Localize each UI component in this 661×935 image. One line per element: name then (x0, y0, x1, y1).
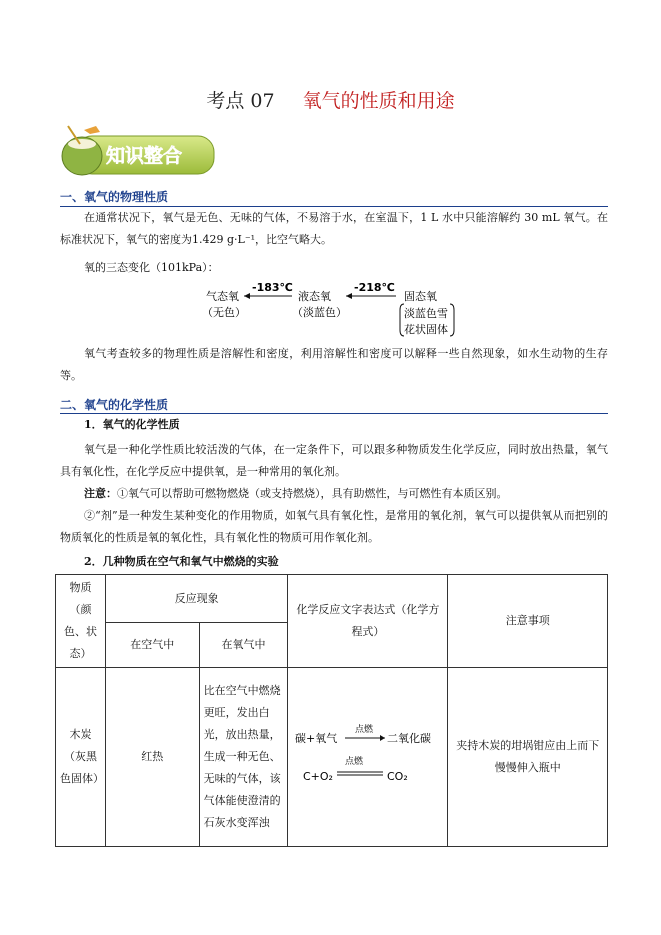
states-label: 氧的三态变化（101kPa）： (84, 261, 219, 274)
header-substance: 物质（颜色、状态） (56, 575, 106, 668)
gas-state: 气态氧 (206, 290, 239, 303)
temp-183: -183℃ (252, 281, 293, 294)
section2-para1: 氧气是一种化学性质比较活泼的气体，在一定条件下，可以跟多种物质发生化学反应，同时放出热量，氧气具有氧化性，在化学反应中提供氧，是一种常用的氧化剂。 (60, 443, 608, 478)
solid-state: 固态氧 (404, 290, 437, 303)
cell-equation (288, 668, 448, 847)
eq-word-right: 二氧化碳 (386, 732, 431, 745)
table-row (56, 668, 608, 847)
cell-in-oxygen: 比在空气中燃烧更旺，发出白光，放出热量，生成一种无色、无味的气体，该气体能使澄清的石灰水变浑浊 (199, 668, 288, 847)
banner-text: 知识整合 (106, 145, 183, 167)
header-equation: 化学反应文字表达式（化学方程式） (288, 575, 448, 668)
section1-heading: 一、氧气的物理性质 (60, 190, 169, 204)
cell-notes: 夹持木炭的坩埚钳应由上而下慢慢伸入瓶中 (448, 668, 608, 847)
three-states-diagram (200, 280, 470, 342)
section1-para1: 在通常状况下，氧气是无色、无味的气体，不易溶于水，在室温下，1 L 水中只能溶解约 30 mL 氧气。在标准状况下，氧气的密度为1.429 g·L⁻¹，比空气略大。 (60, 211, 608, 246)
cell-in-air: 红热 (105, 668, 199, 847)
section2-divider (60, 413, 608, 414)
note-1-text: ①氧气可以帮助可燃物燃烧（或支持燃烧），具有助燃性，与可燃性有本质区别。 (117, 487, 508, 500)
solid-color-1: 淡蓝色雪 (404, 307, 448, 320)
table-header-row (56, 575, 608, 623)
header-notes: 注意事项 (448, 575, 608, 668)
solid-color-2: 花状固体 (404, 323, 448, 336)
subheading-combustion: 2．几种物质在空气和氧气中燃烧的实验 (84, 555, 279, 568)
eq-condition-2: 点燃 (344, 757, 363, 767)
eq-condition-1: 点燃 (354, 725, 373, 735)
liquid-color: （淡蓝色） (292, 306, 347, 319)
eq-chem-right: CO₂ (386, 770, 408, 783)
cell-substance: 木炭（灰黑色固体） (56, 668, 106, 847)
note-1 (84, 483, 608, 505)
header-in-air: 在空气中 (105, 623, 199, 668)
eq-chem-left: C+O₂ (302, 770, 333, 783)
header-phenomenon: 反应现象 (105, 575, 288, 623)
page-title (0, 86, 661, 113)
equation-diagram (293, 718, 443, 788)
eq-word-left: 碳+氧气 (294, 732, 338, 745)
temp-218: -218℃ (354, 281, 395, 294)
note-label: 注意： (84, 487, 117, 500)
subheading-chemical-properties: 1．氧气的化学性质 (84, 418, 180, 431)
title-name: 氧气的性质和用途 (302, 90, 455, 112)
section1-para2: 氧气考查较多的物理性质是溶解性和密度，利用溶解性和密度可以解释一些自然现象，如水生动物的生存等。 (60, 347, 608, 382)
note-2: ②“剂”是一种发生某种变化的作用物质，如氧气具有氧化性，是常用的氧化剂，氧气可以提供氧从而把别的物质氧化的性质是氧的氧化性，具有氧化性的物质可用作氧化剂。 (60, 509, 608, 544)
combustion-table (55, 574, 608, 847)
gas-color: （无色） (202, 306, 246, 319)
knowledge-banner (58, 124, 218, 180)
title-number: 考点 07 (206, 90, 275, 112)
header-in-oxygen: 在氧气中 (199, 623, 288, 668)
section2-heading: 二、氧气的化学性质 (60, 398, 169, 412)
liquid-state: 液态氧 (298, 290, 331, 303)
